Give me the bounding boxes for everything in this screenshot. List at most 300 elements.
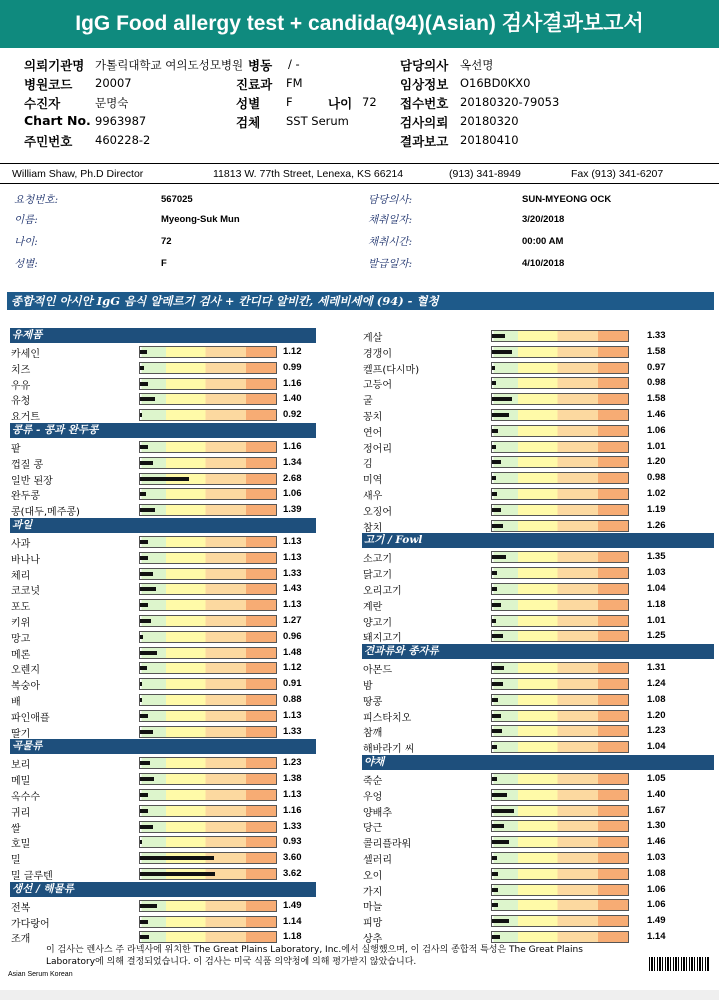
result-value: 1.43 <box>283 583 302 595</box>
result-value: 1.05 <box>647 773 666 784</box>
result-row <box>10 597 340 613</box>
result-value: 1.03 <box>647 852 666 863</box>
result-row <box>10 724 340 740</box>
level-bar-fill <box>492 366 495 370</box>
result-value: 1.14 <box>283 915 302 927</box>
level-bar-fill <box>492 666 504 670</box>
hospital-code-label: 병원코드 <box>24 77 73 92</box>
food-name: 고등어 <box>363 380 392 392</box>
level-bar <box>139 789 277 801</box>
request-label: 검사의뢰 <box>400 115 449 130</box>
name-label: 이름: <box>14 214 38 226</box>
food-name: 요거트 <box>11 412 40 424</box>
level-bar <box>139 378 277 390</box>
food-name: 완두콩 <box>11 491 40 503</box>
result-row <box>10 692 340 708</box>
level-bar-fill <box>140 761 150 765</box>
report-title: IgG Food allergy test + candida(94)(Asian) 검사결과보고서 <box>0 0 719 48</box>
result-value: 1.38 <box>283 773 302 785</box>
result-value: 1.03 <box>647 567 666 579</box>
result-row <box>362 803 714 819</box>
level-bar-fill <box>492 682 503 686</box>
result-value: 1.33 <box>283 567 302 579</box>
food-name: 포도 <box>11 602 31 614</box>
result-row <box>362 913 714 929</box>
level-bar-fill <box>492 397 512 401</box>
food-name: 치즈 <box>11 364 31 376</box>
physician-value: SUN-MYEONG OCK <box>522 194 612 205</box>
level-bar <box>491 393 629 405</box>
result-value: 1.49 <box>647 915 666 927</box>
level-bar-fill <box>140 809 148 813</box>
lab-phone: (913) 341-8949 <box>449 168 521 180</box>
result-row <box>10 613 340 629</box>
result-value: 1.20 <box>647 709 666 721</box>
level-bar-fill <box>492 603 501 607</box>
level-bar <box>139 868 277 880</box>
report-date-label: 결과보고 <box>400 134 449 149</box>
level-bar-fill <box>492 824 504 828</box>
result-value: 0.98 <box>647 472 666 484</box>
result-row <box>362 375 714 391</box>
level-bar <box>491 409 629 421</box>
institution-label: 의뢰기관명 <box>24 58 85 73</box>
section-header: 콩류 - 콩과 완두콩 <box>10 423 316 438</box>
food-name: 오렌지 <box>11 665 40 677</box>
issue-date-value: 4/10/2018 <box>522 258 565 269</box>
level-bar <box>139 504 277 516</box>
level-bar <box>139 473 277 485</box>
food-name: 게살 <box>363 333 383 344</box>
result-value: 1.46 <box>647 409 666 420</box>
level-bar-fill <box>140 904 157 908</box>
level-bar <box>139 900 277 912</box>
collect-date-label: 채취일자: <box>368 214 413 226</box>
result-value: 1.58 <box>647 393 666 405</box>
level-bar <box>491 615 629 627</box>
level-bar-fill <box>140 777 154 781</box>
level-bar <box>139 441 277 453</box>
result-row <box>362 360 714 376</box>
result-value: 1.06 <box>647 883 666 895</box>
result-row <box>10 834 340 850</box>
clinical-label: 임상정보 <box>400 77 449 92</box>
level-bar-fill <box>492 476 496 480</box>
result-value: 1.49 <box>283 899 302 911</box>
result-value: 1.13 <box>283 599 302 611</box>
result-value: 1.04 <box>647 741 666 753</box>
section-header: 고기 / Fowl <box>362 533 714 548</box>
level-bar <box>491 836 629 848</box>
level-bar-fill <box>492 777 497 781</box>
level-bar-fill <box>140 382 148 386</box>
result-row <box>362 486 714 502</box>
level-bar <box>491 330 629 342</box>
result-value: 0.96 <box>283 630 302 642</box>
result-value: 1.23 <box>283 757 302 769</box>
result-value: 1.06 <box>647 424 666 436</box>
result-value: 0.98 <box>647 377 666 389</box>
level-bar-fill <box>140 492 146 496</box>
section-header: 견과류와 종자류 <box>362 644 714 659</box>
level-bar <box>139 805 277 817</box>
level-bar-fill <box>140 666 147 670</box>
level-bar <box>491 551 629 563</box>
food-name: 오리고기 <box>363 586 402 597</box>
result-value: 1.12 <box>283 346 302 357</box>
food-name: 콜리플라워 <box>363 839 412 851</box>
result-value: 1.13 <box>283 709 302 721</box>
result-value: 1.16 <box>283 441 302 452</box>
result-value: 1.08 <box>647 693 666 705</box>
receipt-value: 20180320-79053 <box>460 95 560 109</box>
level-bar <box>491 931 629 943</box>
result-row <box>362 439 714 455</box>
food-name: 켈프(다시마) <box>363 364 420 376</box>
result-row <box>362 391 714 407</box>
section-header: 야채 <box>362 755 714 770</box>
result-row <box>362 818 714 834</box>
food-name: 마늘 <box>363 902 383 914</box>
result-value: 1.13 <box>283 536 302 547</box>
result-row <box>10 771 340 787</box>
level-bar-fill <box>492 856 497 860</box>
food-name: 닭고기 <box>363 570 392 582</box>
level-bar <box>491 472 629 484</box>
result-row <box>362 676 714 692</box>
food-name: 참깨 <box>363 728 383 740</box>
food-name: 밀 글루텐 <box>11 871 53 882</box>
food-name: 참치 <box>363 522 383 534</box>
level-bar <box>139 583 277 595</box>
result-value: 1.06 <box>647 899 666 911</box>
dept-value: FM <box>286 76 303 90</box>
result-row <box>362 565 714 581</box>
food-name: 해바라기 씨 <box>363 744 415 756</box>
level-bar <box>491 377 629 389</box>
result-row <box>10 534 340 550</box>
result-value: 1.40 <box>647 788 666 800</box>
level-bar <box>491 362 629 374</box>
food-name: 전복 <box>11 902 31 914</box>
result-row <box>10 629 340 645</box>
sex-label: 성별 <box>236 96 261 111</box>
level-bar-fill <box>492 903 498 907</box>
chart-no-value: 9963987 <box>95 114 147 128</box>
result-value: 1.40 <box>283 393 302 405</box>
result-row <box>362 882 714 898</box>
result-row <box>10 344 340 360</box>
result-row <box>10 407 340 423</box>
level-bar-fill <box>140 682 142 686</box>
result-value: 1.58 <box>647 345 666 357</box>
food-name: 아몬드 <box>363 665 392 677</box>
result-row <box>362 597 714 613</box>
result-row <box>362 502 714 518</box>
level-bar-fill <box>492 935 500 939</box>
result-value: 1.13 <box>283 551 302 563</box>
result-value: 1.26 <box>647 519 666 531</box>
level-bar <box>491 583 629 595</box>
result-value: 3.60 <box>283 852 302 864</box>
age-label-2: 나이: <box>14 236 38 248</box>
level-bar <box>139 599 277 611</box>
food-name: 오이 <box>363 870 383 882</box>
result-value: 1.18 <box>647 598 666 610</box>
level-bar-fill <box>492 793 507 797</box>
result-row <box>10 360 340 376</box>
sex-value-2: F <box>161 258 167 269</box>
result-row <box>362 613 714 629</box>
result-value: 1.67 <box>647 804 666 816</box>
level-bar-fill <box>492 571 497 575</box>
receipt-label: 접수번호 <box>400 96 449 111</box>
request-value: 20180320 <box>460 114 519 128</box>
food-name: 미역 <box>363 475 383 487</box>
level-bar-fill <box>140 635 143 639</box>
food-name: 키위 <box>11 618 31 629</box>
result-row <box>362 518 714 534</box>
food-name: 팥 <box>11 444 21 455</box>
collect-time-label: 채취시간: <box>368 236 413 248</box>
level-bar-fill <box>140 587 156 591</box>
level-bar <box>139 457 277 469</box>
result-row <box>10 550 340 566</box>
level-bar-fill <box>492 619 496 623</box>
level-bar <box>139 409 277 421</box>
level-bar-fill <box>140 714 148 718</box>
level-bar-fill <box>492 350 512 354</box>
level-bar-fill <box>140 619 151 623</box>
level-bar <box>491 662 629 674</box>
food-name: 양배추 <box>363 807 392 819</box>
level-bar <box>491 567 629 579</box>
collect-date-value: 3/20/2018 <box>522 214 565 225</box>
result-row <box>362 866 714 882</box>
report-date-value: 20180410 <box>460 133 519 147</box>
level-bar-fill <box>140 698 142 702</box>
food-name: 껍질 콩 <box>11 459 44 471</box>
result-row <box>362 834 714 850</box>
level-bar <box>139 773 277 785</box>
age-value-2: 72 <box>161 236 172 247</box>
food-name: 밀 <box>11 855 21 867</box>
resident-no-label: 주민번호 <box>24 134 73 149</box>
result-row <box>362 628 714 644</box>
level-bar <box>491 899 629 911</box>
result-row <box>10 566 340 582</box>
food-name: 메론 <box>11 649 31 661</box>
food-name: 사과 <box>11 539 31 550</box>
result-value: 1.31 <box>647 662 666 674</box>
result-value: 1.04 <box>647 583 666 594</box>
level-bar-fill <box>492 919 509 923</box>
level-bar <box>139 488 277 500</box>
food-name: 귀리 <box>11 807 31 819</box>
result-value: 1.06 <box>283 488 302 500</box>
level-bar <box>139 568 277 580</box>
section-header: 과일 <box>10 518 316 533</box>
level-bar <box>491 599 629 611</box>
food-name: 돼지고기 <box>363 633 402 645</box>
result-row <box>10 486 340 502</box>
level-bar-fill <box>492 714 501 718</box>
level-bar-fill <box>140 920 148 924</box>
result-row <box>10 502 340 518</box>
level-bar <box>491 678 629 690</box>
level-bar-fill <box>140 477 189 481</box>
level-bar <box>139 710 277 722</box>
result-value: 0.92 <box>283 409 302 421</box>
level-bar-fill <box>492 555 506 559</box>
level-bar-fill <box>492 524 503 528</box>
food-name: 밤 <box>363 681 373 692</box>
level-bar-fill <box>492 587 497 591</box>
level-bar-fill <box>140 366 144 370</box>
level-bar-fill <box>492 888 498 892</box>
level-bar <box>491 425 629 437</box>
level-bar <box>139 757 277 769</box>
result-row <box>362 660 714 676</box>
bottom-band <box>0 990 719 1000</box>
lab-address: 11813 W. 77th Street, Lenexa, KS 66214 <box>213 168 404 180</box>
result-row <box>362 850 714 866</box>
result-row <box>362 470 714 486</box>
result-row <box>362 454 714 470</box>
level-bar-fill <box>140 461 153 465</box>
result-value: 2.68 <box>283 472 302 484</box>
result-value: 1.39 <box>283 504 302 516</box>
level-bar-fill <box>492 872 498 876</box>
institution-value: 가톨릭대학교 여의도성모병원 <box>95 58 244 72</box>
result-value: 0.93 <box>283 836 302 848</box>
result-value: 0.99 <box>283 361 302 373</box>
level-bar-fill <box>140 872 215 876</box>
food-name: 코코넛 <box>11 586 40 598</box>
result-row <box>10 929 340 945</box>
level-bar <box>491 630 629 642</box>
section-header: 곡물류 <box>10 739 316 754</box>
level-bar <box>139 631 277 643</box>
result-row <box>10 660 340 676</box>
level-bar-fill <box>140 856 214 860</box>
food-name: 배 <box>11 697 21 708</box>
level-bar <box>491 520 629 532</box>
result-row <box>362 787 714 803</box>
footer-tag: Asian Serum Korean <box>8 971 73 978</box>
result-value: 1.02 <box>647 488 666 499</box>
result-value: 1.25 <box>647 630 666 642</box>
result-value: 1.27 <box>283 615 302 626</box>
food-name: 계란 <box>363 601 383 613</box>
physician-label: 담당의사: <box>368 194 413 206</box>
result-row <box>10 898 340 914</box>
result-row <box>10 455 340 471</box>
food-name: 피망 <box>363 918 383 930</box>
specimen-value: SST Serum <box>286 114 349 128</box>
ward-value: / - <box>288 57 300 71</box>
food-name: 쌀 <box>11 823 21 835</box>
level-bar <box>139 662 277 674</box>
result-row <box>362 739 714 755</box>
level-bar-fill <box>492 729 502 733</box>
request-info-block <box>0 50 719 158</box>
req-no-value: 567025 <box>161 194 193 205</box>
req-no-label: 요청번호: <box>14 194 59 206</box>
level-bar <box>139 821 277 833</box>
doctor-value: 옥선명 <box>460 58 494 72</box>
food-name: 콩(대두,메주콩) <box>11 507 80 519</box>
level-bar <box>491 710 629 722</box>
level-bar-fill <box>140 730 153 734</box>
food-name: 경갱이 <box>363 348 392 360</box>
level-bar-fill <box>140 540 148 544</box>
level-bar <box>491 789 629 801</box>
result-value: 1.16 <box>283 377 302 389</box>
food-name: 조개 <box>11 934 31 946</box>
food-name: 유청 <box>11 396 31 408</box>
result-row <box>10 850 340 866</box>
result-row <box>10 914 340 930</box>
level-bar-fill <box>492 460 501 464</box>
level-bar <box>139 694 277 706</box>
food-name: 꽁치 <box>363 412 383 423</box>
level-bar <box>139 552 277 564</box>
level-bar-fill <box>140 572 153 576</box>
result-row <box>362 897 714 913</box>
sex-value: F <box>286 95 293 109</box>
food-name: 보리 <box>11 760 31 772</box>
result-row <box>10 645 340 661</box>
level-bar-fill <box>492 634 503 638</box>
patient-info-block <box>0 186 719 274</box>
level-bar-fill <box>140 603 148 607</box>
level-bar-fill <box>492 413 509 417</box>
level-bar <box>491 773 629 785</box>
patient-label: 수진자 <box>24 96 61 111</box>
food-name: 일반 된장 <box>11 475 53 487</box>
specimen-label: 검체 <box>236 115 261 130</box>
food-name: 땅콩 <box>363 696 383 708</box>
food-name: 파인애플 <box>11 712 50 724</box>
result-row <box>362 328 714 344</box>
level-bar-fill <box>492 445 496 449</box>
result-value: 1.23 <box>647 725 666 737</box>
result-row <box>362 407 714 423</box>
test-banner: 종합적인 아시안 IgG 음식 알레르기 검사 + 칸디다 알비칸, 세레비세에 (94) - 혈청 <box>7 292 714 310</box>
result-value: 1.16 <box>283 804 302 816</box>
chart-no-label: Chart No. <box>24 113 91 128</box>
level-bar <box>139 346 277 358</box>
level-bar-fill <box>140 350 147 354</box>
level-bar-fill <box>140 556 148 560</box>
clinical-value: O16BD0KX0 <box>460 76 531 90</box>
result-row <box>10 866 340 882</box>
level-bar-fill <box>492 840 509 844</box>
result-value: 3.62 <box>283 868 302 879</box>
result-value: 1.20 <box>647 456 666 468</box>
level-bar <box>491 868 629 880</box>
result-row <box>362 423 714 439</box>
level-bar <box>139 852 277 864</box>
result-value: 1.34 <box>283 456 302 468</box>
result-row <box>10 676 340 692</box>
level-bar-fill <box>492 809 514 813</box>
result-row <box>10 391 340 407</box>
result-value: 1.19 <box>647 503 666 515</box>
food-name: 소고기 <box>363 554 392 566</box>
food-name: 죽순 <box>363 776 383 787</box>
